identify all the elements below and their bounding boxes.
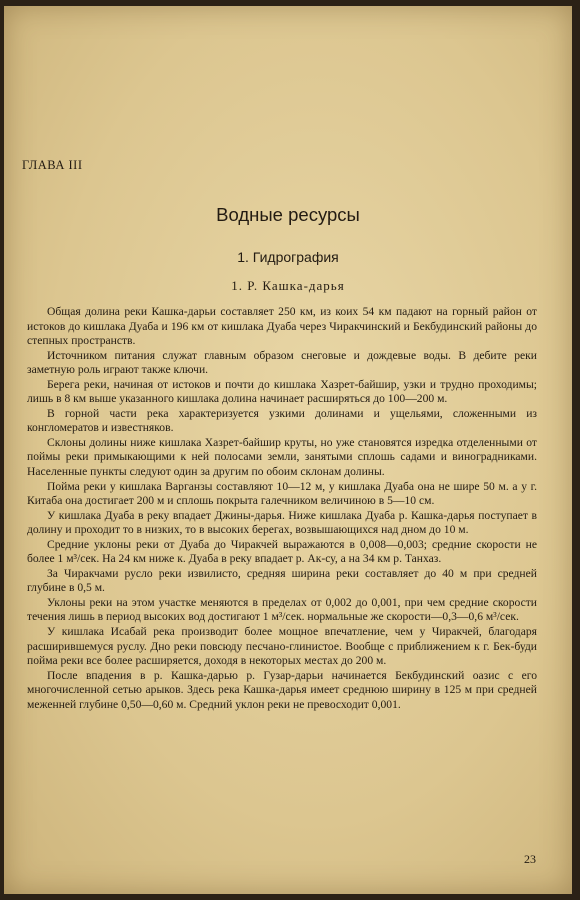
paragraph: Берега реки, начиная от истоков и почти до кишлака Хазрет-байшир, узки и трудно проходимы; лишь в 8 км выше указанного кишлака долина начинает расширяться до 100—200 м.	[27, 377, 537, 406]
paragraph: Источником питания служат главным образом снеговые и дождевые воды. В дебите реки заметную роль играют также ключи.	[27, 348, 537, 377]
paragraph: У кишлака Дуаба в реку впадает Джины-дарья. Ниже кишлака Дуаба р. Кашка-дарья поступает в долину и проходит то в низких, то в высоких берегах, возвышающихся над дном до 10 м.	[27, 508, 537, 537]
paragraph: В горной части река характеризуется узкими долинами и ущельями, сложенными из конгломератов и известняков.	[27, 406, 537, 435]
paragraph: Склоны долины ниже кишлака Хазрет-байшир круты, но уже становятся изредка отделенными от поймы реки примыкающими к ней полосами земли, занятыми сплошь садами и виноградниками. Населенные пункты следуют один за другим по обоим склонам долины.	[27, 435, 537, 479]
book-page	[4, 6, 572, 894]
paragraph: Пойма реки у кишлака Варганзы составляют 10—12 м, у кишлака Дуаба она не шире 50 м. а у г. Китаба она достигает 200 м и сплошь покрыта галечником величиною в 5—10 см.	[27, 479, 537, 508]
body-text	[27, 305, 537, 712]
paragraph: После впадения в р. Кашка-дарью р. Гузар-дарьи начинается Бекбудинский оазис с его многочисленной сетью арыков. Здесь река Кашка-дарья имеет среднюю ширину в 125 м при средней меженней глубине 0,50—0,60 м. Средний уклон реки не превосходит 0,001.	[27, 668, 537, 711]
paragraph: Уклоны реки на этом участке меняются в пределах от 0,002 до 0,001, при чем средние скорости течения лишь в период высоких вод достигают 1 м³/сек. нормальные же скорости—0,3—0,6 м³/сек.	[27, 595, 537, 624]
paragraph: Средние уклоны реки от Дуаба до Чиракчей выражаются в 0,008—0,003; средние скорости не более 1 м³/сек. На 24 км ниже к. Дуаба в реку впадает р. Ак-су, а на 34 км р. Танхаз.	[27, 537, 537, 566]
chapter-heading: ГЛАВА III	[22, 158, 83, 172]
page-title: Водные ресурсы	[216, 204, 360, 225]
paragraph: Общая долина реки Кашка-дарьи составляет 250 км, из коих 54 км падают на горный район от истоков до кишлака Дуаба и 196 км от кишлака Дуаба через Чиракчинский и Бекбудинский районы до степных пространств.	[27, 305, 537, 348]
paragraph: За Чиракчами русло реки извилисто, средняя ширина реки составляет до 40 м при средней глубине в 0,5 м.	[27, 566, 537, 595]
section-heading: 1. Гидрография	[237, 249, 339, 265]
page-number: 23	[524, 852, 536, 866]
subsection-heading: 1. Р. Кашка-дарья	[231, 278, 345, 293]
paragraph: У кишлака Исабай река производит более мощное впечатление, чем у Чиракчей, благодаря расширившемуся руслу. Дно реки повсюду песчано-глинистое. Вообще с приближением к г. Бек-буди пойма реки все более расширяется, доходя в некоторых местах до 200 м.	[27, 625, 537, 668]
